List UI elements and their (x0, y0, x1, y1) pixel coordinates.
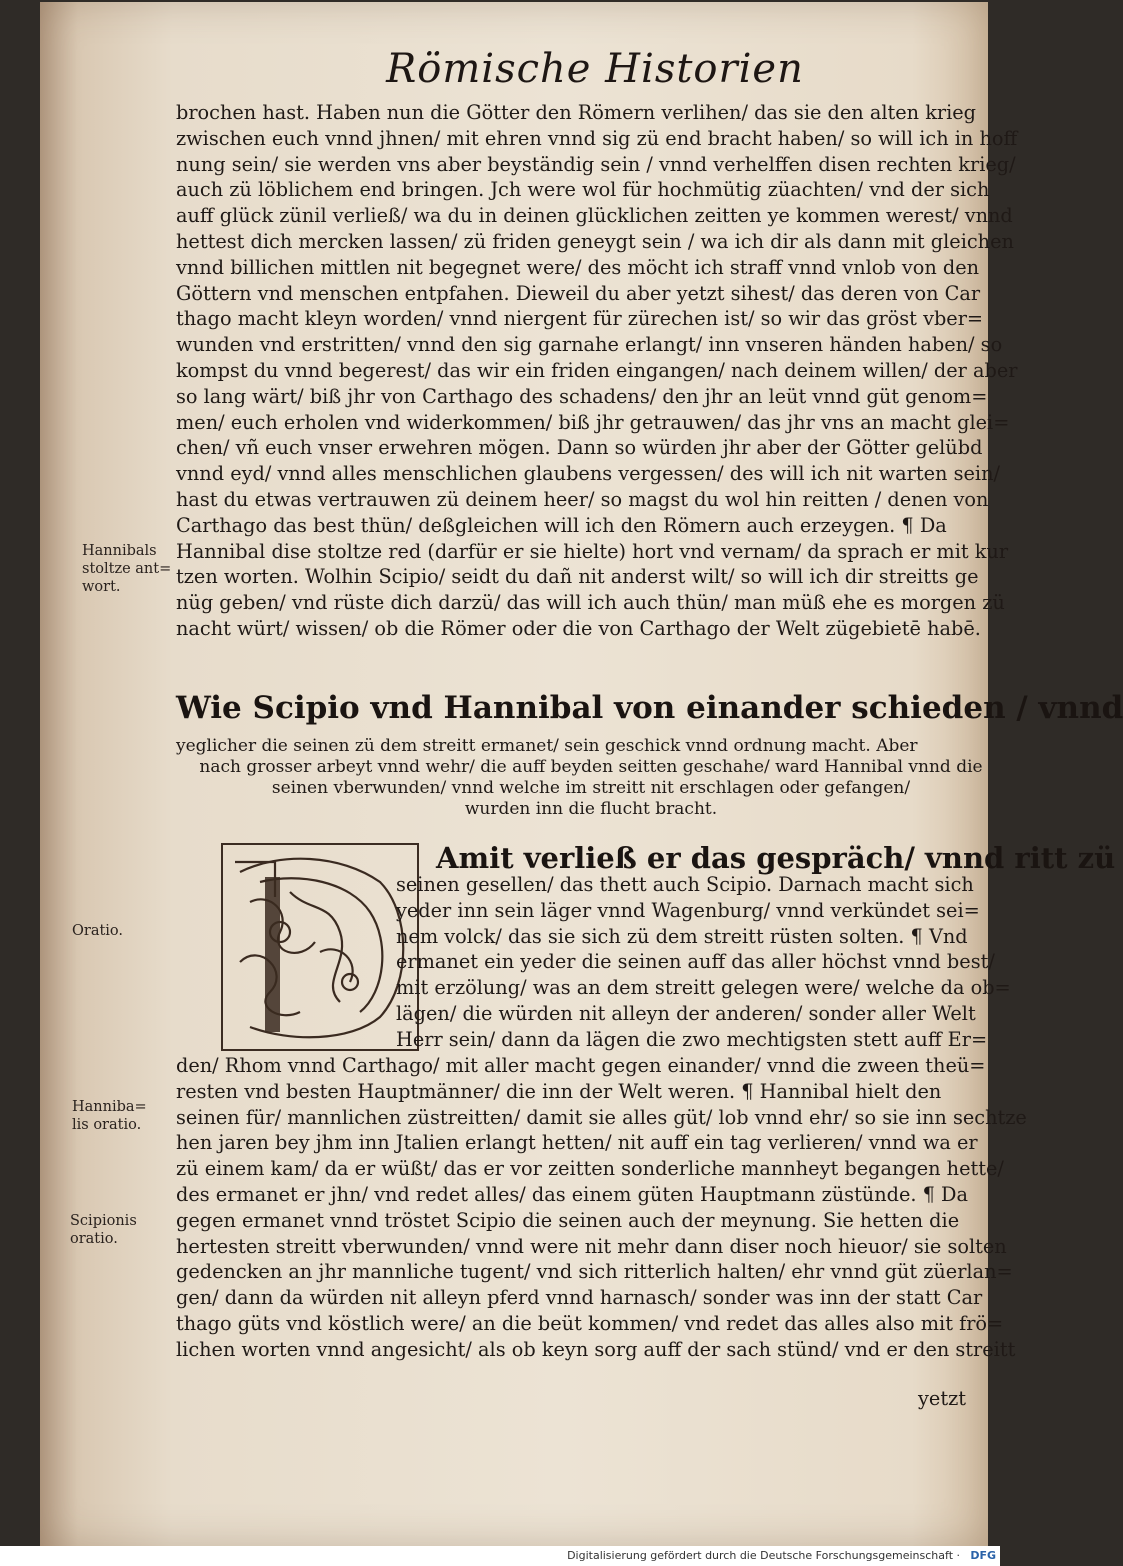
text-line: seinen für/ mannlichen züstreitten/ damit sie alles güt/ lob vnnd ehr/ so sie inn sechtze (176, 1105, 1027, 1129)
text-line: auch zü löblichem end bringen. Jch were wol für hochmütig züachten/ vnd der sich (176, 178, 990, 202)
text-line: Göttern vnd menschen entpfahen. Dieweil du aber yetzt sihest/ das deren von Car (176, 281, 981, 305)
text-line: nüg geben/ vnd rüste dich darzü/ das will ich auch thün/ man müß ehe es morgen zü (176, 591, 1005, 615)
text-line: Hannibal dise stoltze red (darfür er sie hielte) hort vnd vernam/ da sprach er mit kur (176, 539, 1009, 563)
text-line: mit erzölung/ was an dem streitt gelegen were/ welche da ob= (396, 976, 1011, 1000)
text-block-top (176, 100, 1018, 642)
margin-note-hannibals-answer: Hannibals stoltze ant= wort. (82, 543, 172, 595)
text-line: vnnd eyd/ vnnd alles menschlichen glaubens vergessen/ des will ich nit warten sein/ (176, 462, 1000, 486)
catchword: yetzt (918, 1387, 966, 1410)
footer-credit: Digitalisierung gefördert durch die Deutsche Forschungsgemeinschaft · (567, 1549, 960, 1562)
text-line: nung sein/ sie werden vns aber beyständig sein / vnnd verhelffen disen rechten krieg/ (176, 152, 1016, 176)
text-line: gegen ermanet vnnd tröstet Scipio die seinen auch der meynung. Sie hetten die (176, 1208, 960, 1232)
text-line: Herr sein/ dann da lägen die zwo mechtigsten stett auff Er= (396, 1027, 988, 1051)
text-line: men/ euch erholen vnd widerkommen/ biß jhr getrauwen/ das jhr vns an macht glei= (176, 410, 1010, 434)
decorated-initial-d (220, 842, 420, 1052)
text-line: so lang wärt/ biß jhr von Carthago des schadens/ den jhr an leüt vnnd güt genom= (176, 384, 988, 408)
text-line: nacht würt/ wissen/ ob die Römer oder die von Carthago der Welt zügebietē habē. (176, 616, 981, 640)
text-line: kompst du vnnd begerest/ das wir ein friden eingangen/ nach deinem willen/ der aber (176, 358, 1018, 382)
chapter-heading: Wie Scipio vnd Hannibal von einander schieden / vnnd (176, 690, 1123, 726)
text-line: thago güts vnd köstlich were/ an die beüt kommen/ vnd redet das alles also mit frö= (176, 1311, 1004, 1335)
margin-note-hannibalis-oratio: Hanniba= lis oratio. (72, 1099, 147, 1133)
text-line: hen jaren bey jhm inn Jtalien erlangt hetten/ nit auff ein tag verlieren/ vnnd wa er (176, 1131, 978, 1155)
text-line: zwischen euch vnnd jhnen/ mit ehren vnnd sig zü end bracht haben/ so will ich in hoff (176, 126, 1018, 150)
text-line: gedencken an jhr mannliche tugent/ vnd sich ritterlich halten/ ehr vnnd güt züerlan= (176, 1260, 1013, 1284)
text-line: zü einem kam/ da er wüßt/ das er vor zeitten sonderliche mannheyt begangen hette/ (176, 1157, 1004, 1181)
text-line: hast du etwas vertrauwen zü deinem heer/ so magst du wol hin reitten / denen von (176, 487, 989, 511)
text-line: des ermanet er jhn/ vnd redet alles/ das einem güten Hauptmann züstünde. ¶ Da (176, 1182, 969, 1206)
text-line: auff glück zünil verließ/ wa du in deinen glücklichen zeitten ye kommen werest/ vnnd (176, 204, 1013, 228)
text-block-indented (396, 872, 1011, 1053)
text-line: gen/ dann da würden nit alleyn pferd vnnd harnasch/ sonder was inn der statt Car (176, 1286, 983, 1310)
text-line: lägen/ die würden nit alleyn der anderen/ sonder aller Welt (396, 1001, 976, 1025)
margin-note-scipionis-oratio: Scipionis oratio. (70, 1213, 137, 1247)
dfg-logo: DFG (970, 1549, 996, 1562)
text-line: hettest dich mercken lassen/ zü friden geneygt sein / wa ich dir als dann mit gleichen (176, 229, 1014, 253)
text-line: lichen worten vnnd angesicht/ als ob keyn sorg auff der sach stünd/ vnd er den streitt (176, 1337, 1016, 1361)
text-line: Carthago das best thün/ deßgleichen will ich den Römern auch erzeygen. ¶ Da (176, 513, 947, 537)
text-line: vnnd billichen mittlen nit begegnet were/ des möcht ich straff vnnd vnlob von den (176, 255, 980, 279)
chapter-summary: yeglicher die seinen zü dem streitt ermanet/ sein geschick vnnd ordnung macht. Aber nach grosser arbeyt vnnd wehr/ die auff beyden seitten geschahe/ ward Hannibal vnnd die seinen vberwunden/ vnnd welche im streitt nit erschlagen oder gefangen/ wurden inn die flucht bracht. (176, 736, 983, 819)
chapter-lead-line: Amit verließ er das gespräch/ vnnd ritt zü (436, 841, 1116, 875)
text-line: brochen hast. Haben nun die Götter den Römern verlihen/ das sie den alten krieg (176, 101, 977, 124)
text-line: yeder inn sein läger vnnd Wagenburg/ vnnd verkündet sei= (396, 898, 980, 922)
text-line: resten vnd besten Hauptmänner/ die inn der Welt weren. ¶ Hannibal hielt den (176, 1079, 942, 1103)
text-line: wunden vnd erstritten/ vnnd den sig garnahe erlangt/ inn vnseren händen haben/ so (176, 333, 1003, 357)
text-line: tzen worten. Wolhin Scipio/ seidt du dañ nit anderst wilt/ so will ich dir streitts ge (176, 565, 979, 589)
text-line: den/ Rhom vnnd Carthago/ mit aller macht gegen einander/ vnnd die zween theü= (176, 1054, 986, 1077)
margin-note-oratio: Oratio. (72, 923, 124, 939)
digitization-footer (0, 1546, 1000, 1566)
text-line: ermanet ein yeder die seinen auff das aller höchst vnnd best/ (396, 950, 995, 974)
text-block-bottom (176, 1053, 1027, 1363)
book-page (40, 2, 1123, 1546)
text-line: seinen gesellen/ das thett auch Scipio. Darnach macht sich (396, 873, 974, 896)
text-line: nem volck/ das sie sich zü dem streitt rüsten solten. ¶ Vnd (396, 924, 968, 948)
text-line: chen/ vñ euch vnser erwehren mögen. Dann so würden jhr aber der Götter gelübd (176, 436, 983, 460)
text-line: thago macht kleyn worden/ vnnd niergent für zürechen ist/ so wir das gröst vber= (176, 307, 984, 331)
running-head: Römische Historien (386, 46, 804, 92)
text-line: hertesten streitt vberwunden/ vnnd were nit mehr dann diser noch hieuor/ sie solten (176, 1234, 1007, 1258)
